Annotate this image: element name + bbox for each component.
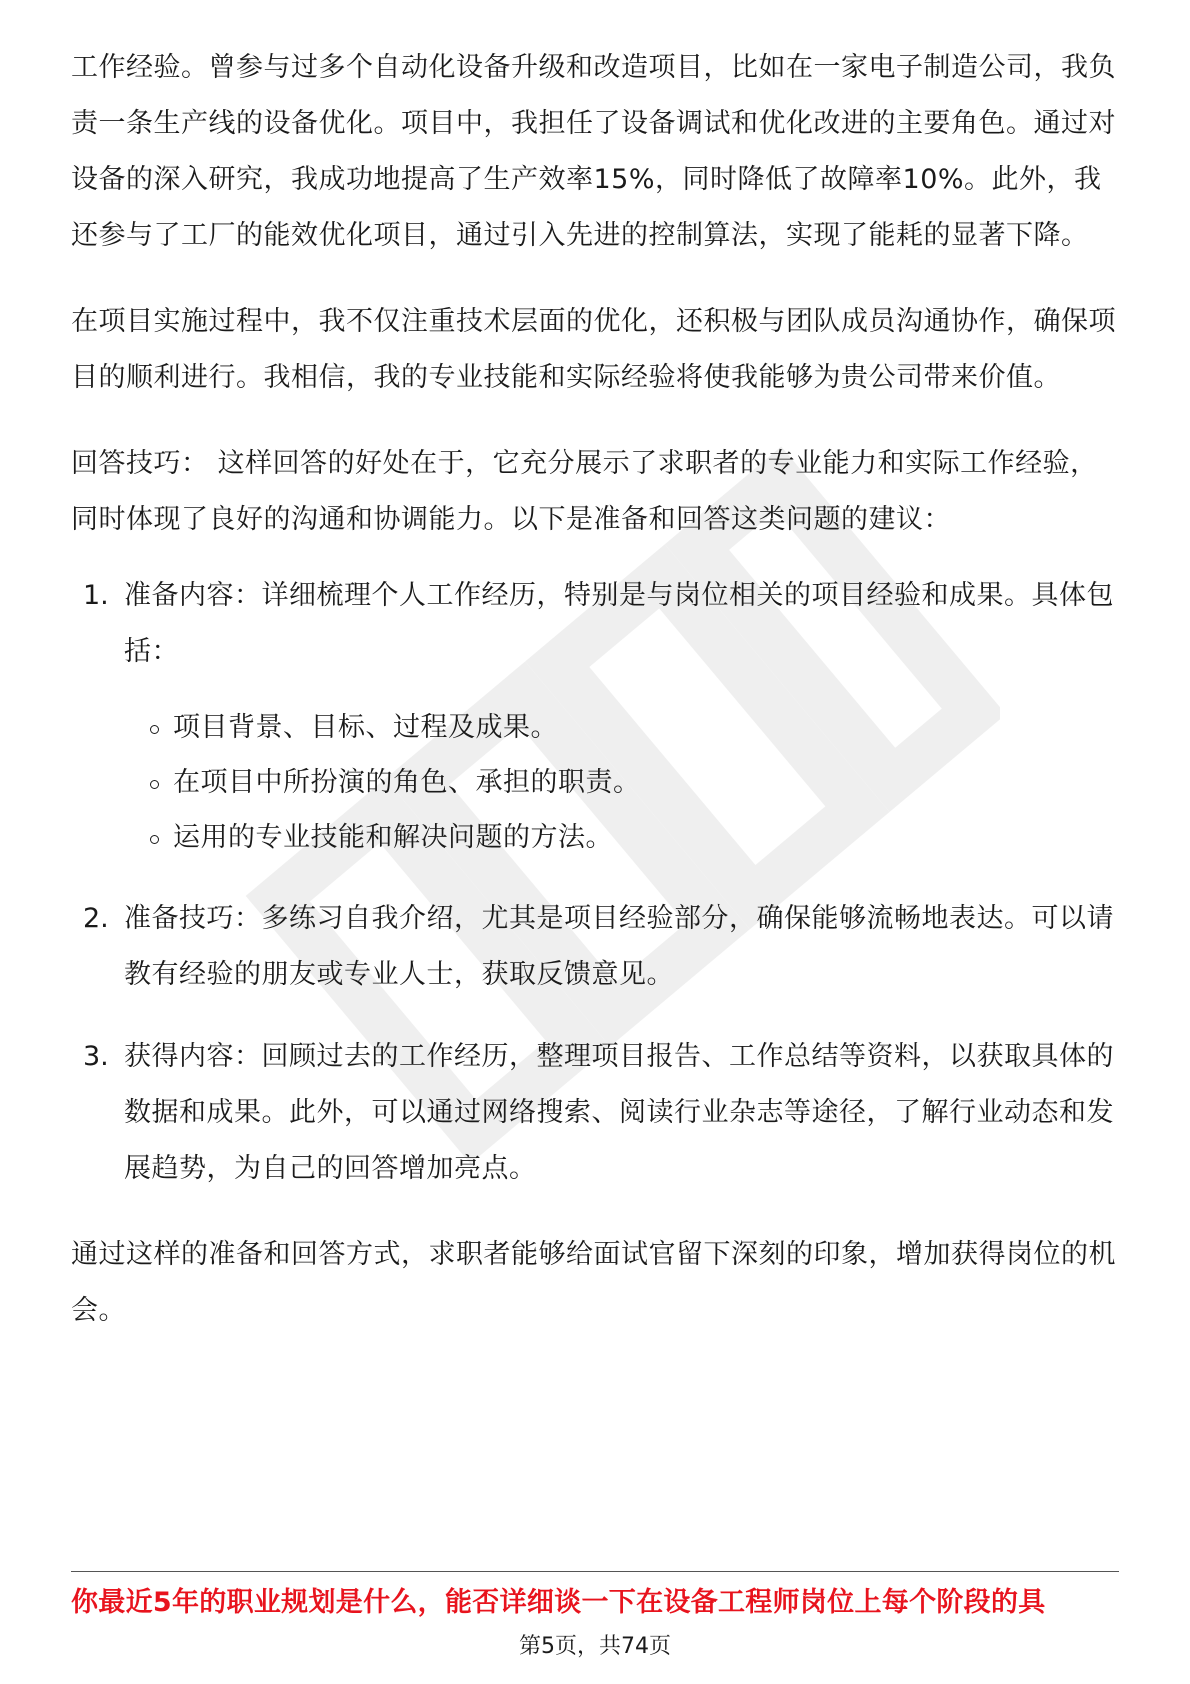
step-item (71, 1029, 1119, 1197)
step-text: 准备技巧：多练习自我介绍，尤其是项目经验部分，确保能够流畅地表达。可以请教有经验的朋友或专业人士，获取反馈意见。 (124, 903, 1114, 990)
circle-bullet-icon (150, 725, 159, 734)
list-item-text: 在项目中所扮演的角色、承担的职责。 (173, 767, 641, 798)
intro-paragraph: 工作经验。曾参与过多个自动化设备升级和改造项目，比如在一家电子制造公司，我负责一条生产线的设备优化。项目中，我担任了设备调试和优化改进的主要角色。通过对设备的深入研究，我成功地提高了生产效率15%，同时降低了故障率10%。此外，我还参与了工厂的能效优化项目，通过引入先进的控制算法，实现了能耗的显著下降。 (71, 52, 1116, 251)
circle-bullet-icon (150, 780, 159, 789)
list-item (71, 810, 1119, 865)
page-number: 第5页，共74页 (519, 1634, 671, 1659)
list-item-text: 项目背景、目标、过程及成果。 (173, 712, 558, 743)
list-item (71, 700, 1119, 755)
list-item-text: 运用的专业技能和解决问题的方法。 (173, 822, 613, 853)
step-text: 获得内容：回顾过去的工作经历，整理项目报告、工作总结等资料，以获取具体的数据和成果。此外，可以通过网络搜索、阅读行业杂志等途径，了解行业动态和发展趋势，为自己的回答增加亮点。 (124, 1041, 1114, 1184)
second-paragraph: 在项目实施过程中，我不仅注重技术层面的优化，还积极与团队成员沟通协作，确保项目的顺利进行。我相信，我的专业技能和实际经验将使我能够为贵公司带来价值。 (71, 306, 1116, 393)
main-content (71, 40, 1119, 1339)
step-number: 1. (83, 580, 109, 611)
step-item (71, 568, 1119, 680)
conclusion-paragraph: 通过这样的准备和回答方式，求职者能够给面试官留下深刻的印象，增加获得岗位的机会。 (71, 1239, 1116, 1326)
footer-divider (71, 1571, 1119, 1572)
step-text: 准备内容：详细梳理个人工作经历，特别是与岗位相关的项目经验和成果。具体包括： (124, 580, 1114, 667)
step-item (71, 891, 1119, 1003)
list-item (71, 755, 1119, 810)
circle-bullet-icon (150, 835, 159, 844)
tips-paragraph: 回答技巧： 这样回答的好处在于，它充分展示了求职者的专业能力和实际工作经验，同时体现了良好的沟通和协调能力。以下是准备和回答这类问题的建议： (71, 448, 1098, 535)
next-question-heading: 你最近5年的职业规划是什么，能否详细谈一下在设备工程师岗位上每个阶段的具 (71, 1587, 1046, 1618)
step-number: 2. (83, 903, 109, 934)
sub-list (71, 700, 1119, 865)
step-number: 3. (83, 1041, 109, 1072)
